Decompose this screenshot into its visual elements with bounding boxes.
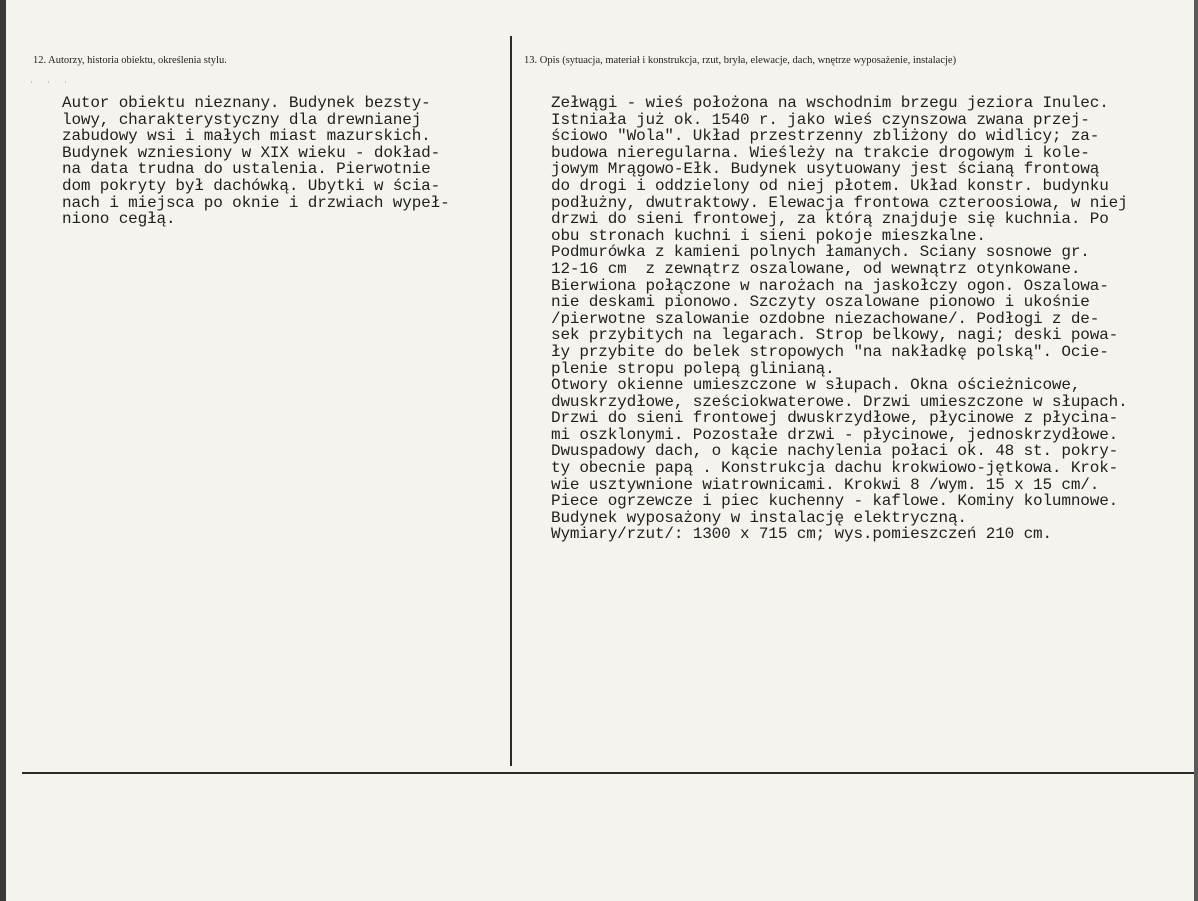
section-13-body: Zełwągi - wieś położona na wschodnim brzegu jeziora Inulec. Istniała już ok. 1540 r. jako wieś czynszowa zwana przej- ściowo "Wola". Układ przestrzenny zbliżony do widlicy; za- budowa nieregularna. Wieśleży na trakcie drogowym i kole- jowym Mrągowo-Ełk. Budynek usytuowany jest ścianą frontową do drogi i oddzielony od niej płotem. Układ konstr. budynku podłużny, dwutraktowy. Elewacja frontowa czteroosiowa, w niej drzwi do sieni frontowej, za którą znajduje się kuchnia. Po obu stronach kuchni i sieni pokoje mieszkalne. Podmurówka z kamieni polnych łamanych. Sciany sosnowe gr. 12-16 cm z zewnątrz oszalowane, od wewnątrz otynkowane. Bierwiona połączone w narożach na jaskołczy ogon. Oszalowa- nie deskami pionowo. Szczyty oszalowane pionowo i ukośnie /pierwotne szalowanie ozdobne niezachowane/. Podłogi z de- sek przybitych na legarach. Strop belkowy, nagi; deski powa- ły przybite do belek stropowych "na nakładkę polską". Ocie- plenie stropu polepą glinianą. Otwory okienne umieszczone w słupach. Okna ościeżnicowe, dwuskrzydłowe, sześciokwaterowe. Drzwi umieszczone w słupach. Drzwi do sieni frontowej dwuskrzydłowe, płycinowe z płycina- mi oszklonymi. Pozostałe drzwi - płycinowe, jednoskrzydłowe. Dwuspadowy dach, o kącie nachylenia połaci ok. 48 st. pokry- ty obecnie papą . Konstrukcja dachu krokwiowo-jętkowa. Krok- wie usztywnione wiatrownicami. Krokwi 8 /wym. 15 x 15 cm/. Piece ogrzewcze i piec kuchenny - kaflowe. Kominy kolumnowe. Budynek wyposażony w instalację elektryczną. Wymiary/rzut/: 1300 x 715 cm; wys.pomieszczeń 210 cm.: [551, 94, 1128, 544]
section-12-body: Autor obiektu nieznany. Budynek bezsty- lowy, charakterystyczny dla drewnianej zabudowy wsi i małych miast mazurskich. Budynek wzniesiony w XIX wieku - dokład- na data trudna do ustalenia. Pierwotnie dom pokryty był dachówką. Ubytki w ścia- nach i miejsca po oknie i drzwiach wypeł- niono cegłą.: [62, 94, 450, 229]
scan-edge-left: [0, 0, 6, 901]
scan-edge-right: [1194, 0, 1198, 901]
scan-specks: · · ·: [30, 78, 73, 87]
column-divider: [510, 36, 512, 766]
section-12-heading: 12. Autorzy, historia obiektu, określenia stylu.: [33, 55, 227, 66]
section-13-heading: 13. Opis (sytuacja, materiał i konstrukcja, rzut, bryła, elewacje, dach, wnętrze wyposażenie, instalacje): [524, 55, 957, 66]
bottom-divider: [22, 772, 1194, 774]
